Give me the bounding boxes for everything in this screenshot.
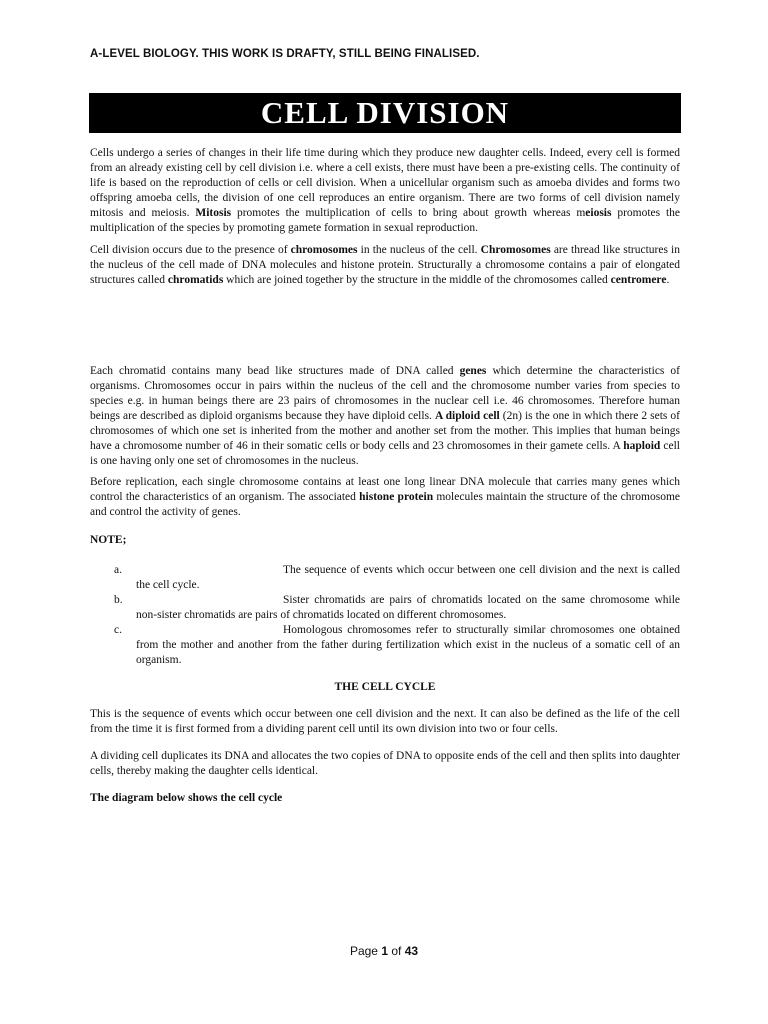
term-haploid: haploid xyxy=(623,440,661,452)
paragraph-replication: Before replication, each single chromosome contains at least one long linear DNA molecule that carries many genes which control the characteristics of an organism. The associated histone protein molecules maintain the structure of the chromosome and control the activity of genes. xyxy=(90,476,680,518)
note-marker: b. xyxy=(114,594,123,606)
page-number: Page 1 of 43 xyxy=(349,944,419,958)
document-title: CELL DIVISION xyxy=(89,93,681,133)
note-item: c. Homologous chromosomes refer to structurally similar chromosomes one obtained from the mother and another from the father during fertilization which exist in the nucleus of a somatic cell of an organism. xyxy=(114,624,680,666)
term-mitosis: Mitosis xyxy=(195,207,232,219)
diagram-caption: The diagram below shows the cell cycle xyxy=(90,792,283,804)
note-marker: a. xyxy=(114,564,122,576)
running-header: A-LEVEL BIOLOGY. THIS WORK IS DRAFTY, STILL BEING FINALISED. xyxy=(90,48,480,60)
note-heading: NOTE; xyxy=(90,534,127,546)
paragraph-intro: Cells undergo a series of changes in their life time during which they produce new daughter cells. Indeed, every cell is formed from an already existing cell by cell division i.e. where a cell exists, there must have been a pre-existing cells. The continuity of life is based on the reproduction of cells or cell division. When a unicellular organism such as amoeba divides and forms two offspring amoeba cells, the division of one cell reproduces an entire organism. There are two forms of cell division namely mitosis and meiosis. Mitosis promotes the multiplication of cells to bring about growth whereas meiosis promotes the multiplication of the species by promoting gamete formation in sexual reproduction. xyxy=(90,147,680,234)
note-item: a. The sequence of events which occur between one cell division and the next is called the cell cycle. xyxy=(114,564,680,591)
term-diploid-cell: A diploid cell xyxy=(434,410,500,422)
term-histone-protein: histone protein xyxy=(359,491,434,503)
term-genes: genes xyxy=(459,365,487,377)
note-item: b. Sister chromatids are pairs of chromatids located on the same chromosome while non-sister chromatids are pairs of chromatids located on different chromosomes. xyxy=(114,594,680,621)
term-centromere: centromere xyxy=(610,274,667,286)
paragraph-dividing-cell: A dividing cell duplicates its DNA and allocates the two copies of DNA to opposite ends of the cell and then splits into daughter cells, thereby making the daughter cells identical. xyxy=(90,750,680,777)
current-page: 1 xyxy=(381,944,388,958)
term-chromosomes: chromosomes xyxy=(290,244,358,256)
paragraph-genes: Each chromatid contains many bead like structures made of DNA called genes which determine the characteristics of organisms. Chromosomes occur in pairs within the nucleus of the cell and the chromosome number varies from species to species e.g. in human beings there are 23 pairs of chromosomes in the nuclear cell i.e. 46 chromosomes. Therefore human beings are described as diploid organisms because they have diploid cells. A diploid cell (2n) is the one in which there 2 sets of chromosomes of which one set is inherited from the mother and another set from the mother. This implies that human beings have a chromosome number of 46 in their somatic cells or body cells and 23 chromosomes in their gamete cells. A haploid cell is one having only one set of chromosomes in the nucleus. xyxy=(90,365,680,467)
total-pages: 43 xyxy=(404,944,419,958)
blank-figure-space xyxy=(90,288,680,364)
term-chromosomes-2: Chromosomes xyxy=(480,244,551,256)
term-chromatids: chromatids xyxy=(167,274,224,286)
note-list xyxy=(90,563,680,668)
section-heading: THE CELL CYCLE xyxy=(334,681,436,693)
document-body xyxy=(90,146,680,806)
paragraph-cell-cycle-definition: This is the sequence of events which occur between one cell division and the next. It can also be defined as the life of the cell from the time it is first formed from a dividing parent cell until its own division into two or four cells. xyxy=(90,708,680,735)
term-meiosis: eiosis xyxy=(585,207,612,219)
paragraph-chromosomes: Cell division occurs due to the presence of chromosomes in the nucleus of the cell. Chromosomes are thread like structures in the nucleus of the cell made of DNA molecules and histone protein. Structurally a chromosome contains a pair of elongated structures called chromatids which are joined together by the structure in the middle of the chromosomes called centromere. xyxy=(90,244,681,286)
note-marker: c. xyxy=(114,624,122,636)
